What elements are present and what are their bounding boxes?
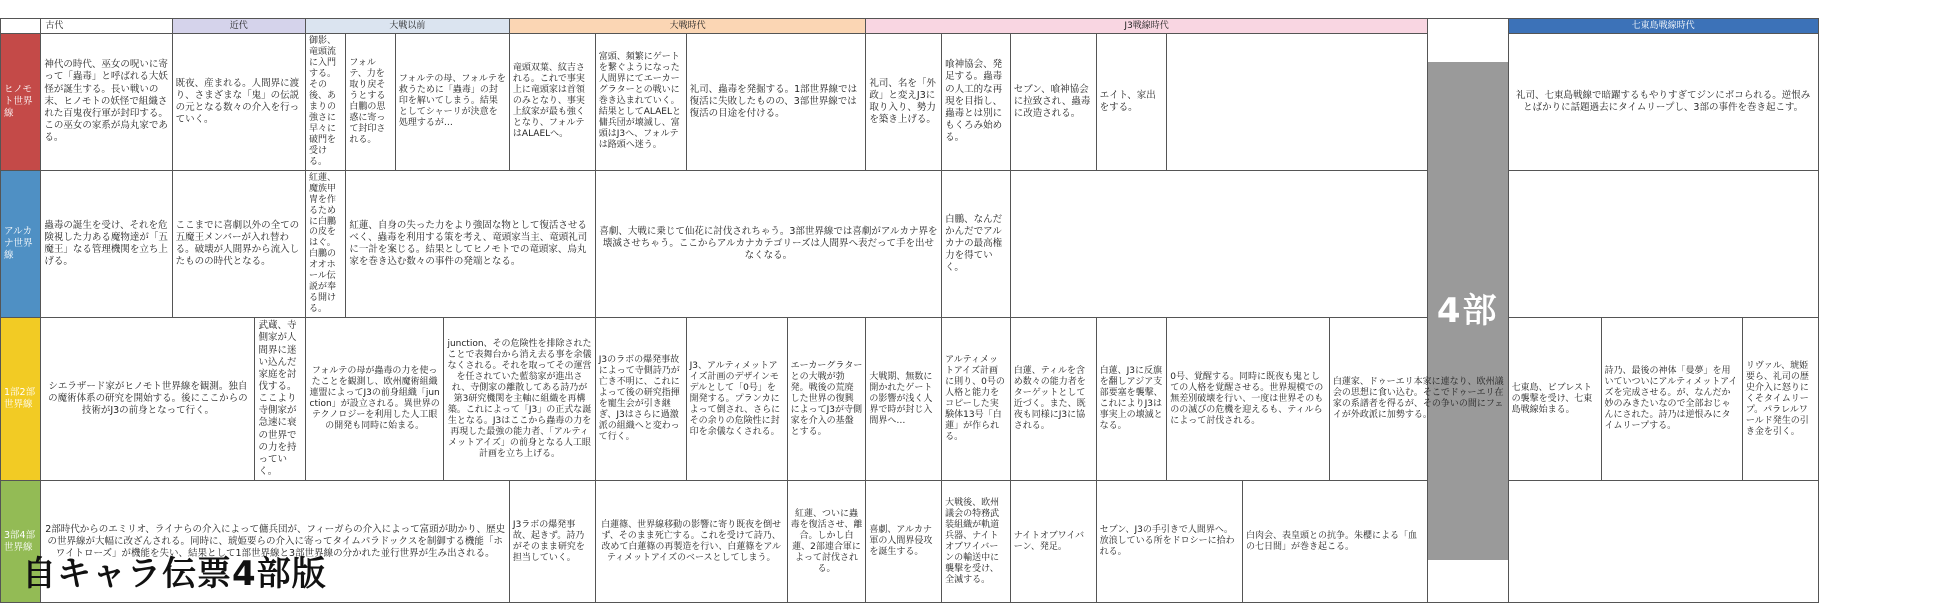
p12-cell-12: 白蓮、J3に反旗を翻しアジア支部要塞を襲撃、これによりJ3は事実上の壊滅となる。 bbox=[1096, 318, 1167, 481]
arcana-nanatou-cell bbox=[1508, 170, 1818, 318]
p34-cell-6: 大戦後、欧州議会の特務武装組織が軌道兵器、ナイトオブワイバーンの輸送中に襲撃を受け、全滅する。 bbox=[942, 481, 1011, 603]
p12-cell-4: フォルテの母が蟲毒の力を使ったことを観測し、欧州魔術組織連盟によってJ3の前身組織「junction」が設立される。異世界のテクノロジーを利用した人工眼の開発も同時に始まる。 bbox=[305, 318, 443, 481]
header-taisen: 大戦時代 bbox=[509, 19, 865, 34]
p12-cell-9: 大戦期、無数に開かれたゲートの影響が浅く人界で時が封じ入間界へ… bbox=[866, 318, 942, 481]
arcana-kindai-cell: ここまでに喜劇以外の全ての五魔王メンバーが入れ替わる。破壊が人間界から流入したものの時代となる。 bbox=[172, 170, 305, 318]
p34-cell-8: セブン、J3の手引きで人間界へ。放浪している所をドロシーに拾われる。 bbox=[1096, 481, 1242, 603]
header-nanatou: 七東島戦線時代 bbox=[1508, 19, 1818, 34]
hinomoto-cell-6: 竜頭双葉、紋吉される。これで事実上に竜頭家は首領のみとなり、事実上紋家が最も強くとなり、フォルテはALAELへ。 bbox=[509, 34, 595, 171]
arcana-kodai-cell: 蟲毒の誕生を受け、それを危険視した力ある魔物達が「五魔王」なる管理機関を立ち上げる。 bbox=[41, 170, 172, 318]
p34-cell-4: 紅蓮、ついに蟲毒を復活させ、離合。しかし白蓮、2部連合軍によって討伐される。 bbox=[787, 481, 866, 603]
p12-cell-11: 白蓮、ティルを含め数々の能力者をターゲットとして近づく。また、既夜も同様にJ3に協される。 bbox=[1010, 318, 1096, 481]
arcana-cell-7 bbox=[1010, 170, 1508, 318]
hinomoto-cell-8: 礼司、蟲毒を発掘する。1部世界線では復活に失敗したものの、3部世界線では復活の目途を付ける。 bbox=[686, 34, 866, 171]
p34-cell-5: 喜劇、アルカナ軍の人間界侵攻を誕生する。 bbox=[866, 481, 942, 603]
p12-nanatou-3: リヴァル、琥姫要ら、礼司の歴史介入に怒りにくそタイムリープ。パラレルワールド発生の引き金を引く。 bbox=[1742, 318, 1818, 481]
hinomoto-nanatou-cell: 礼司、七東島戦線で暗躍するもやりすぎてジンにボコられる。逆恨みとばかりに話題過去にタイムリープし、3部の事件を巻き起こす。 bbox=[1508, 34, 1818, 171]
header-j3: J3戦線時代 bbox=[866, 19, 1427, 34]
p12-cell-6: J3のラボの爆発事故によって寺側詩乃が亡き不明に、これによって後の研究指揮を寵生会が引き継ぎ、J3はさらに過激派の組織へと変わって行く。 bbox=[595, 318, 686, 481]
p12-cell-3: 武蔵、寺側家が人間界に迷い込んだ家庭を討伐する。ここより寺側家が急速に衰の世界での力を持っていく。 bbox=[255, 318, 306, 481]
hinomoto-cell-5: フォルテの母、フォルテを救うために「蟲毒」の封印を解いてしまう。結果としてシャーリが決意を処理するが… bbox=[395, 34, 509, 171]
timeline-table bbox=[0, 18, 1942, 603]
p12-cell-8: エーカーグラターとの大戦が勃発。戦後の荒廃した世界の復興によってJ3が寺側家を介入の基盤とする。 bbox=[787, 318, 866, 481]
p12-nanatou-1: 七東島、ビブレストの襲撃を受け、七東島戦線始まる。 bbox=[1508, 318, 1601, 481]
header-kodai: 古代 bbox=[41, 19, 172, 34]
p34-nanatou-cell bbox=[1508, 481, 1818, 603]
p12-cell-13: 0号、覚醒する。同時に既夜も鬼としての人格を覚醒させる。世界規模での無差別破壊を行い、一度は世界そのものの滅びの危機を迎えるも、ティルらによって討伐される。 bbox=[1167, 318, 1330, 481]
hinomoto-cell-10: 喰神協会、発足する。蟲毒の人工的な再現を目指し、蟲毒とは別にもくろみ始める。 bbox=[942, 34, 1011, 171]
p12-cell-10: アルティメットアイズ計画に則り、0号の人格と能力をコピーした実験体13号「白蓮」が作られる。 bbox=[942, 318, 1011, 481]
hinomoto-cell-7: 富頭、頻繁にゲートを繋ぐようになった人間界にてエーカーグラターとの戦いに巻き込まれていく。結果としてALAELと傭兵団が壊滅し、富頭はJ3へ、フォルテは路頭へ迷う。 bbox=[595, 34, 686, 171]
arcana-cell-4: 紅蓮、自身の失った力をより強固な物として復活させるべく、蟲毒を利用する策を考え、竜頭家当主、竜頭礼司に一計を案じる。結果としてヒノモトでの竜頭家、烏丸家を巻き込む数々の事件の発端となる。 bbox=[346, 170, 595, 318]
p34-cell-1: 2部時代からのエミリオ、ライナらの介入によって傭兵団が、フィーガらの介入によって富頭が助かり、歴史の世界線が大幅に改ざんされる。同時に、琥姫要らの介入に寄ってタイムパラドックスを制御する機能「ホワイトローズ」が機能を失い、結果として1部世界線と3部世界線の分かれた並行世界が生み出される。 bbox=[41, 481, 510, 603]
hinomoto-cell-3: 御影、竜頭流に入門する。その後、あまりの強さに早々に破門を受ける。 bbox=[305, 34, 345, 171]
p12-cell-14: 白蓮家、ドゥーエリ本家に連なり、欧州議会の思想に食い込む。そこでドゥーエリ在家の系譜者を得るが、その争いの間にフェイが外政派に加勢する。 bbox=[1329, 318, 1508, 481]
hinomoto-kodai-cell: 神代の時代、巫女の呪いに寄って「蟲毒」と呼ばれる大妖怪が誕生する。長い戦いの末、ヒノモトの妖怪で組織された百鬼夜行軍が封印する。この巫女の家系が烏丸家である。 bbox=[41, 34, 172, 171]
p12-cell-1: シエラザード家がヒノモト世界線を観測。独自の魔術体系の研究を開始する。後にここからの技術がJ3の前身となって行く。 bbox=[41, 318, 255, 481]
arcana-cell-3: 紅蓮、魔族甲冑を作るために白鵬の皮をはぐ。白鵬のオオホール伝説が奉る開ける。 bbox=[305, 170, 345, 318]
hinomoto-cell-12: エイト、家出をする。 bbox=[1096, 34, 1167, 171]
worldline-arcana: アルカナ世界線 bbox=[1, 170, 41, 318]
hinomoto-cell-13 bbox=[1167, 34, 1508, 171]
worldline-part12: 1部2部世界線 bbox=[1, 318, 41, 481]
worldline-hinomoto: ヒノモト世界線 bbox=[1, 34, 41, 171]
hinomoto-cell-4: フォルテ、力を取り戻そうとする白鵬の思惑に寄って封印される。 bbox=[346, 34, 395, 171]
part4-label: 4部 bbox=[1428, 62, 1508, 560]
worldline-part34: 3部4部世界線 bbox=[1, 481, 41, 603]
arcana-cell-5: 喜劇、大戦に乗じて仙花に討伐されちゃう。3部世界線では喜劇がアルカナ界を壊滅させちゃう。ここからアルカナカテゴリーズは人間界へ表だって手を出せなくなる。 bbox=[595, 170, 941, 318]
hinomoto-cell-11: セブン、喰神協会に拉致され、蟲毒に改造される。 bbox=[1010, 34, 1096, 171]
header-kindai: 近代 bbox=[172, 19, 305, 34]
page-title: 自キャラ伝票4部版 bbox=[22, 554, 327, 594]
hinomoto-cell-9: 礼司、名を「外政」と変えJ3に取り入り、勢力を築き上げる。 bbox=[866, 34, 942, 171]
p12-nanatou-2: 詩乃、最後の神体「曼夢」を用いていついにアルティメットアイズを完成させる。が、なんだか妙のみきたいなので全部おじゃんにされた。詩乃は逆恨みにタイムリープする。 bbox=[1601, 318, 1742, 481]
header-blank bbox=[1, 19, 41, 34]
header-taisen-izen: 大戦以前 bbox=[305, 19, 509, 34]
p34-cell-3: 白蓮篠、世界線移動の影響に寄り既夜を倒せず、そのまま死亡する。これを受けて詩乃、改めて白蓮篠の再製造を行い、白蓮篠をアルティメットアイズのベースとしてしまう。 bbox=[595, 481, 787, 603]
p12-cell-7: J3、アルティメットアイズ計画のデザインモデルとして「0号」を開発する。プランカによって倒され、さらにその余りの危険性に封印を余儀なくされる。 bbox=[686, 318, 787, 481]
p34-cell-7: ナイトオブワイバーン、発足。 bbox=[1010, 481, 1096, 603]
hinomoto-kindai-cell: 既夜、産まれる。人間界に渡り、さまざまな「鬼」の伝説の元となる数々の介入を行っていく。 bbox=[172, 34, 305, 171]
arcana-cell-6: 白鵬、なんだかんだでアルカナの最高権力を得ていく。 bbox=[942, 170, 1011, 318]
p34-cell-9: 白肉会、表皇頭との抗争。朱櫻による「血の七日間」が巻き起こる。 bbox=[1243, 481, 1428, 603]
p34-cell-2: J3ラボの爆発事故、起きず。詩乃がそのまま研究を担当していく。 bbox=[509, 481, 595, 603]
p12-cell-5: junction、その危険性を排除されたことで表舞台から消え去る事を余儀なくされる。それを取ってその運営を任されていた藍翁家が進出され、寺側家の離散してある詩乃が第3研究機関を主軸に組織を再構築。これによって「J3」の正式な誕生となる。J3はここから蟲毒の力を再現した最強の能力者、「アルティメットアイズ」の前身となる人工眼計画を立ち上げる。 bbox=[444, 318, 595, 481]
